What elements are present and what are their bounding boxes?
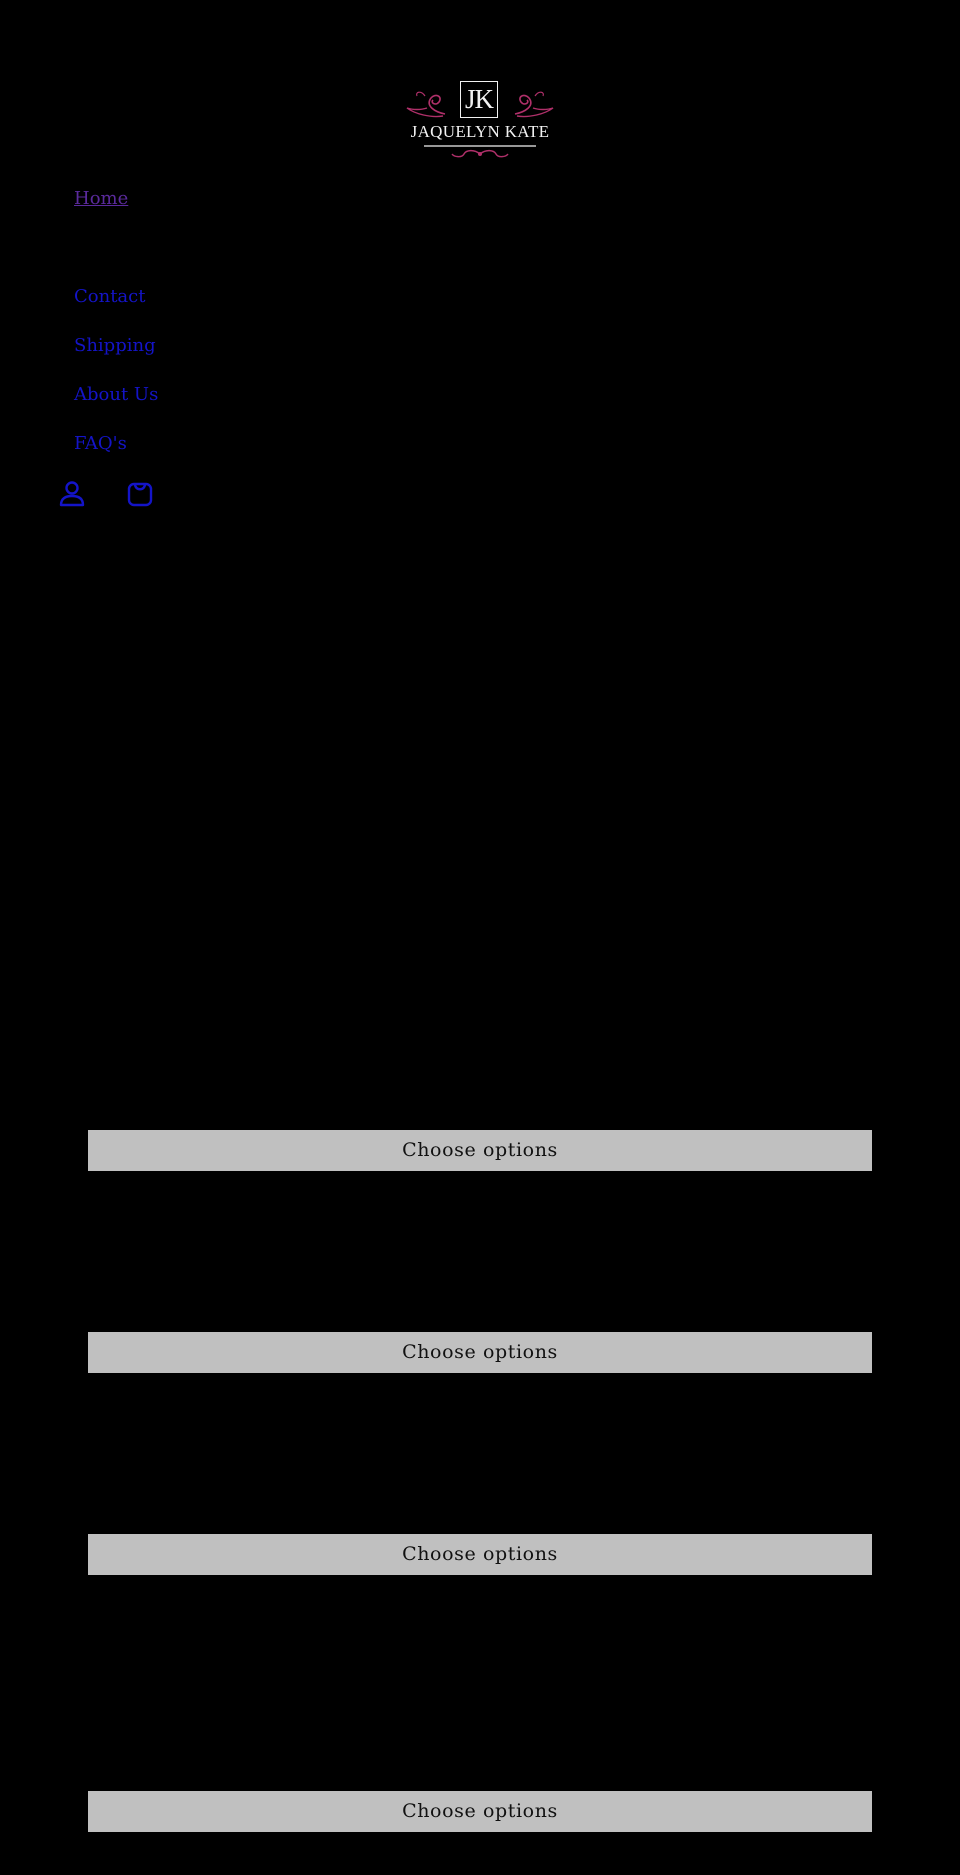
choose-options-button[interactable]: Choose options bbox=[88, 1534, 872, 1575]
site-logo[interactable] bbox=[405, 76, 555, 166]
nav-link-contact[interactable]: Contact bbox=[74, 286, 146, 307]
choose-options-button[interactable]: Choose options bbox=[88, 1130, 872, 1171]
nav-link-faqs[interactable]: FAQ's bbox=[74, 433, 127, 454]
nav-link-about-us[interactable]: About Us bbox=[74, 384, 159, 405]
left-flourish-ornament bbox=[405, 88, 447, 118]
choose-options-button[interactable]: Choose options bbox=[88, 1332, 872, 1373]
nav-link-home[interactable]: Home bbox=[74, 188, 129, 209]
right-flourish-ornament bbox=[513, 88, 555, 118]
cart-icon[interactable] bbox=[126, 480, 154, 508]
nav-link-shipping[interactable]: Shipping bbox=[74, 335, 156, 356]
account-icon[interactable] bbox=[58, 480, 86, 508]
logo-monogram: JK bbox=[464, 84, 493, 114]
bottom-flourish-ornament bbox=[450, 148, 510, 160]
choose-options-button[interactable]: Choose options bbox=[88, 1791, 872, 1832]
logo-brand-name: JAQUELYN KATE bbox=[410, 122, 550, 141]
